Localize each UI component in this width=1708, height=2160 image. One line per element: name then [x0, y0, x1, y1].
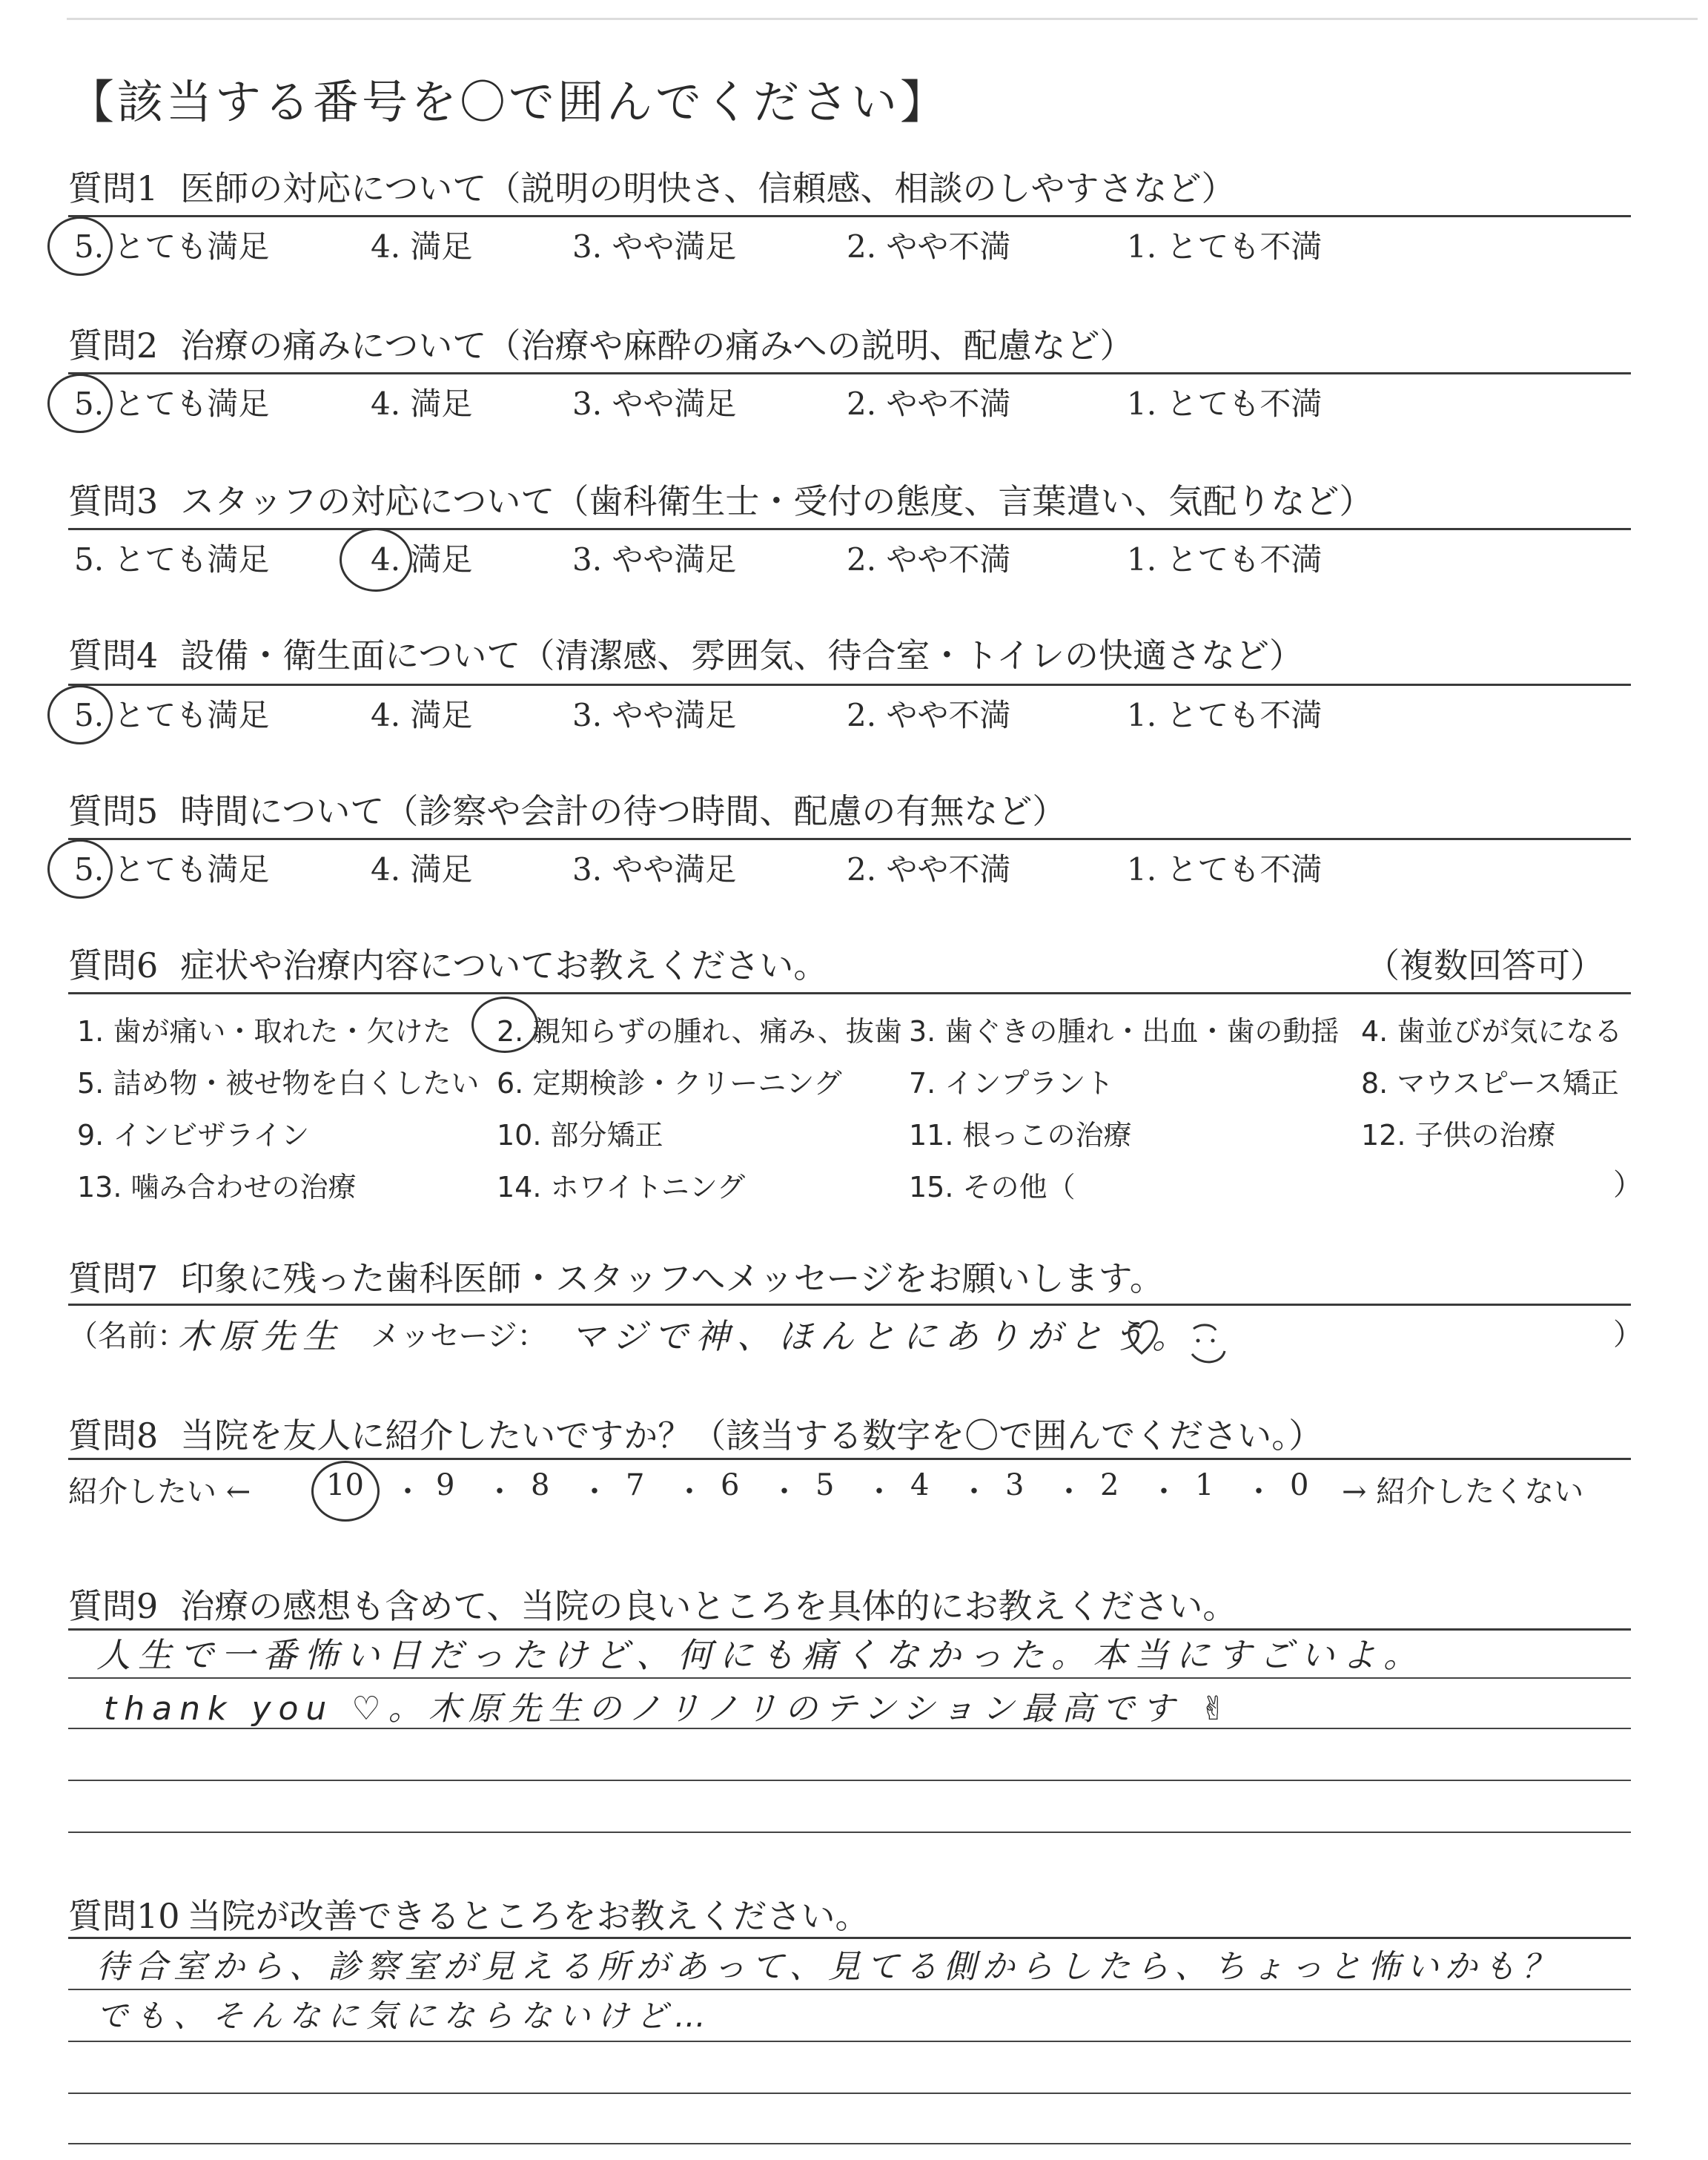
q6-item-2[interactable]: 2. 親知らずの腫れ、痛み、抜歯: [497, 1015, 902, 1048]
q1-option-4[interactable]: 4. 満足: [371, 228, 473, 265]
question-10-rule: [68, 1937, 1631, 1939]
question-3-number: 質問3: [68, 481, 159, 521]
q8-dot: ・: [864, 1475, 894, 1509]
q7-heart-smiley-doodle: [1119, 1312, 1245, 1372]
question-4-text: 設備・衛生面について（清潔感、雰囲気、待合室・トイレの快適さなど）: [180, 635, 1304, 676]
q10-writing-line: [68, 2143, 1631, 2144]
q10-writing-line: [68, 2041, 1631, 2042]
question-3-rule: [68, 528, 1631, 530]
q8-dot: ・: [580, 1475, 609, 1509]
q8-dot: ・: [1244, 1475, 1274, 1509]
question-8-rule: [68, 1458, 1631, 1460]
q9-writing-line: [68, 1832, 1631, 1833]
q6-item-11[interactable]: 11. 根っこの治療: [909, 1119, 1132, 1152]
q3-option-3[interactable]: 3. やや満足: [572, 541, 737, 578]
q2-option-5[interactable]: 5. とても満足: [74, 386, 270, 422]
q4-option-3[interactable]: 3. やや満足: [572, 697, 737, 733]
q8-dot: ・: [1054, 1475, 1084, 1509]
question-2-number: 質問2: [68, 326, 159, 366]
question-1-text: 医師の対応について（説明の明快さ、信頼感、相談のしやすさなど）: [180, 168, 1236, 208]
q4-selection-circle: [47, 685, 113, 744]
question-5-number: 質問5: [68, 791, 159, 831]
q4-option-1[interactable]: 1. とても不満: [1127, 697, 1323, 733]
q10-writing-line: [68, 2093, 1631, 2094]
q8-scale-10[interactable]: 10: [326, 1468, 364, 1502]
q6-item-14[interactable]: 14. ホワイトニング: [497, 1171, 746, 1203]
q8-scale-9[interactable]: 9: [436, 1468, 455, 1502]
q5-option-2[interactable]: 2. やや不満: [847, 851, 1011, 888]
q8-scale-7[interactable]: 7: [626, 1468, 645, 1502]
q1-option-1[interactable]: 1. とても不満: [1127, 228, 1323, 265]
q1-selection-circle: [47, 217, 113, 276]
q6-item-1[interactable]: 1. 歯が痛い・取れた・欠けた: [77, 1015, 451, 1048]
question-2-heading: [68, 319, 1133, 368]
q9-writing-line: [68, 1677, 1631, 1679]
question-5-heading: [68, 785, 1066, 833]
q3-option-1[interactable]: 1. とても不満: [1127, 541, 1323, 578]
question-2-rule: [68, 372, 1631, 374]
question-6-heading: [68, 939, 827, 988]
question-6-rule: [68, 992, 1631, 994]
q8-scale-4[interactable]: 4: [910, 1468, 930, 1502]
question-2-text: 治療の痛みについて（治療や麻酔の痛みへの説明、配慮など）: [180, 326, 1134, 366]
q6-item-13[interactable]: 13. 噛み合わせの治療: [77, 1171, 357, 1203]
q8-scale-5[interactable]: 5: [815, 1468, 835, 1502]
q7-message-handwritten: マジで神、ほんとにありがとう。: [571, 1316, 1194, 1356]
question-6-text: 症状や治療内容についてお教えください。: [180, 945, 828, 985]
q9-answer-line-2: thank you ♡。木原先生のノリノリのテンション最高です ✌: [104, 1690, 1235, 1728]
q3-option-4[interactable]: 4. 満足: [371, 541, 473, 578]
q8-scale-6[interactable]: 6: [721, 1468, 740, 1502]
q3-selection-circle: [340, 528, 412, 592]
question-1-rule: [68, 215, 1631, 217]
q8-dot: ・: [959, 1475, 989, 1509]
question-9-heading: [68, 1579, 1237, 1628]
q8-scale-8[interactable]: 8: [531, 1468, 550, 1502]
q6-item-10[interactable]: 10. 部分矯正: [497, 1119, 663, 1152]
q6-item-12[interactable]: 12. 子供の治療: [1361, 1119, 1556, 1152]
q7-name-handwritten: 木原先生: [178, 1316, 344, 1356]
q2-selection-circle: [47, 374, 113, 433]
q9-writing-line: [68, 1728, 1631, 1729]
q6-item-3[interactable]: 3. 歯ぐきの腫れ・出血・歯の動揺: [909, 1015, 1340, 1048]
q8-dot: ・: [393, 1475, 423, 1509]
q4-option-2[interactable]: 2. やや不満: [847, 697, 1011, 733]
q6-item-15[interactable]: 15. その他（: [909, 1171, 1076, 1203]
q7-name-label: （名前：: [68, 1319, 187, 1353]
question-5-rule: [68, 838, 1631, 840]
q4-option-5[interactable]: 5. とても満足: [74, 697, 270, 733]
q8-scale-0[interactable]: 0: [1290, 1468, 1309, 1502]
q1-option-2[interactable]: 2. やや不満: [847, 228, 1011, 265]
q8-left-label: 紹介したい ←: [68, 1475, 251, 1509]
question-7-text: 印象に残った歯科医師・スタッフへメッセージをお願いします。: [180, 1258, 1164, 1298]
q8-dot: ・: [485, 1475, 514, 1509]
q2-option-3[interactable]: 3. やや満足: [572, 386, 737, 422]
question-10-text: 当院が改善できるところをお教えください。: [187, 1896, 870, 1936]
top-border: [67, 18, 1698, 20]
q6-item-8[interactable]: 8. マウスピース矯正: [1361, 1067, 1619, 1100]
q5-option-1[interactable]: 1. とても不満: [1127, 851, 1323, 888]
question-6-multiple-note: （複数回答可）: [1366, 945, 1604, 985]
question-4-heading: [68, 629, 1303, 678]
question-9-text: 治療の感想も含めて、当院の良いところを具体的にお教えください。: [180, 1586, 1237, 1626]
q8-scale-2[interactable]: 2: [1100, 1468, 1119, 1502]
question-8-heading: [68, 1409, 1323, 1458]
question-7-number: 質問7: [68, 1258, 159, 1298]
question-4-rule: [68, 684, 1631, 686]
q9-answer-line-1: 人生で一番怖い日だったけど、何にも痛くなかった。本当にすごいよ。: [96, 1635, 1425, 1675]
question-6-number: 質問6: [68, 945, 159, 985]
question-7-rule: [68, 1304, 1631, 1306]
q7-message-label: メッセージ：: [371, 1319, 547, 1353]
q8-dot: ・: [769, 1475, 799, 1509]
q3-option-2[interactable]: 2. やや不満: [847, 541, 1011, 578]
q5-option-3[interactable]: 3. やや満足: [572, 851, 737, 888]
q6-item-5[interactable]: 5. 詰め物・被せ物を白くしたい: [77, 1067, 480, 1100]
q5-option-5[interactable]: 5. とても満足: [74, 851, 270, 888]
q9-writing-line: [68, 1780, 1631, 1781]
question-8-number: 質問8: [68, 1416, 159, 1456]
question-8-text: 当院を友人に紹介したいですか？（該当する数字を〇で囲んでください。）: [180, 1416, 1323, 1456]
q8-dot: ・: [1149, 1475, 1179, 1509]
q6-item-9[interactable]: 9. インビザライン: [77, 1119, 310, 1152]
question-1-heading: [68, 162, 1236, 211]
question-3-text: スタッフの対応について（歯科衛生士・受付の態度、言葉遣い、気配りなど）: [180, 481, 1374, 521]
q8-dot: ・: [675, 1475, 704, 1509]
q8-right-label: → 紹介したくない: [1342, 1475, 1584, 1509]
question-10-heading: [68, 1889, 870, 1938]
q2-option-4[interactable]: 4. 満足: [371, 386, 473, 422]
q8-selection-circle: [311, 1461, 380, 1522]
question-1-number: 質問1: [68, 168, 159, 208]
question-10-number: 質問10: [68, 1896, 180, 1936]
q3-option-5[interactable]: 5. とても満足: [74, 541, 270, 578]
q5-selection-circle: [47, 839, 113, 899]
question-4-number: 質問4: [68, 635, 159, 676]
q6-other-close-paren: ）: [1613, 1168, 1643, 1202]
q8-scale-1[interactable]: 1: [1195, 1468, 1214, 1502]
q6-selection-circle: [471, 997, 538, 1053]
question-7-heading: [68, 1252, 1164, 1301]
page-heading: 【該当する番号を〇で囲んでください】: [68, 75, 950, 129]
question-3-heading: [68, 475, 1373, 524]
q10-writing-line: [68, 1989, 1631, 1990]
q2-option-1[interactable]: 1. とても不満: [1127, 386, 1323, 422]
q5-option-4[interactable]: 4. 満足: [371, 851, 473, 888]
question-5-text: 時間について（診察や会計の待つ時間、配慮の有無など）: [180, 791, 1067, 831]
q2-option-2[interactable]: 2. やや不満: [847, 386, 1011, 422]
q6-item-4[interactable]: 4. 歯並びが気になる: [1361, 1015, 1623, 1048]
q1-option-3[interactable]: 3. やや満足: [572, 228, 737, 265]
q10-answer-line-1: 待合室から、診察室が見える所があって、見てる側からしたら、ちょっと怖いかも？: [96, 1948, 1560, 1986]
question-9-number: 質問9: [68, 1586, 159, 1626]
q6-item-6[interactable]: 6. 定期検診・クリーニング: [497, 1067, 842, 1100]
q7-close-paren: ）: [1613, 1318, 1643, 1352]
q6-item-7[interactable]: 7. インプラント: [909, 1067, 1114, 1100]
q4-option-4[interactable]: 4. 満足: [371, 697, 473, 733]
q10-answer-line-2: でも、そんなに気にならないけど…: [96, 1998, 714, 2034]
q8-scale-3[interactable]: 3: [1005, 1468, 1025, 1502]
q1-option-5[interactable]: 5. とても満足: [74, 228, 270, 265]
